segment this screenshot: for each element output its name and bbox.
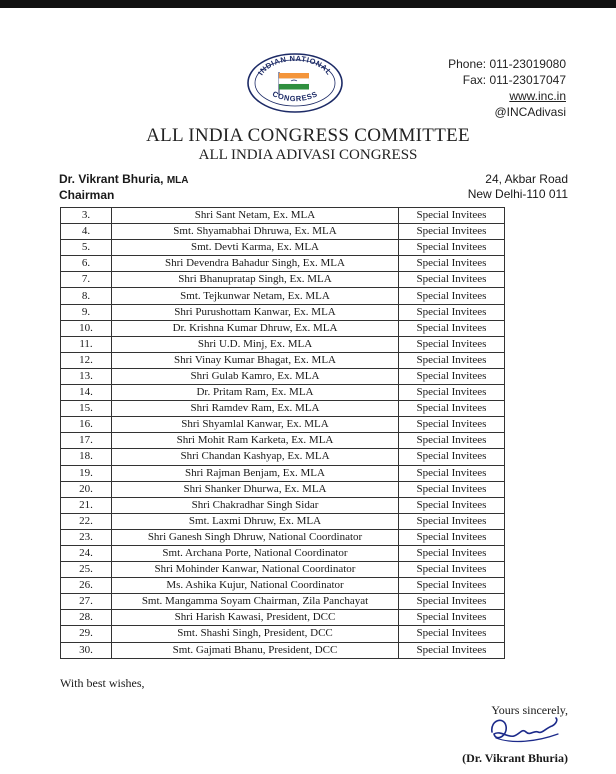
- invitee-role: Special Invitees: [399, 256, 505, 272]
- table-row: [61, 642, 505, 658]
- invitee-role: Special Invitees: [399, 272, 505, 288]
- invitee-role: Special Invitees: [399, 336, 505, 352]
- invitee-name: Shri U.D. Minj, Ex. MLA: [112, 336, 399, 352]
- table-row: [61, 465, 505, 481]
- sender-title: Chairman: [59, 188, 115, 202]
- invitee-role: Special Invitees: [399, 465, 505, 481]
- table-row: [61, 385, 505, 401]
- invitee-name: Shri Sant Netam, Ex. MLA: [112, 208, 399, 224]
- table-row: [61, 401, 505, 417]
- row-number: 4.: [61, 224, 112, 240]
- invitee-name: Shri Mohit Ram Karketa, Ex. MLA: [112, 433, 399, 449]
- row-number: 8.: [61, 288, 112, 304]
- row-number: 20.: [61, 481, 112, 497]
- table-row: [61, 320, 505, 336]
- org-title: ALL INDIA CONGRESS COMMITTEE: [146, 125, 470, 146]
- invitee-name: Shri Ramdev Ram, Ex. MLA: [112, 401, 399, 417]
- row-number: 19.: [61, 465, 112, 481]
- row-number: 30.: [61, 642, 112, 658]
- sender-name: Dr. Vikrant Bhuria,: [59, 172, 164, 186]
- table-row: [61, 336, 505, 352]
- table-row: [61, 352, 505, 368]
- invitee-role: Special Invitees: [399, 417, 505, 433]
- invitee-name: Dr. Krishna Kumar Dhruw, Ex. MLA: [112, 320, 399, 336]
- table-row: [61, 240, 505, 256]
- table-row: [61, 368, 505, 384]
- table-row: [61, 288, 505, 304]
- table-row: [61, 594, 505, 610]
- invitee-role: Special Invitees: [399, 626, 505, 642]
- invitee-name: Smt. Laxmi Dhruw, Ex. MLA: [112, 513, 399, 529]
- row-number: 10.: [61, 320, 112, 336]
- row-number: 27.: [61, 594, 112, 610]
- invitee-name: Smt. Mangamma Soyam Chairman, Zila Panchayat: [112, 594, 399, 610]
- table-row: [61, 449, 505, 465]
- closing-line: With best wishes,: [60, 676, 145, 690]
- contact-block: [448, 56, 566, 120]
- table-row: [61, 433, 505, 449]
- invitee-name: Smt. Gajmati Bhanu, President, DCC: [112, 642, 399, 658]
- invitee-name: Shri Shanker Dhurwa, Ex. MLA: [112, 481, 399, 497]
- invitee-name: Smt. Archana Porte, National Coordinator: [112, 545, 399, 561]
- row-number: 12.: [61, 352, 112, 368]
- sender-suffix: MLA: [166, 175, 189, 186]
- row-number: 24.: [61, 545, 112, 561]
- invitee-role: Special Invitees: [399, 401, 505, 417]
- row-number: 17.: [61, 433, 112, 449]
- invitee-role: Special Invitees: [399, 208, 505, 224]
- row-number: 15.: [61, 401, 112, 417]
- table-row: [61, 610, 505, 626]
- table-row: [61, 417, 505, 433]
- logo-bottom-text: CONGRESS: [271, 89, 320, 104]
- invitee-name: Shri Purushottam Kanwar, Ex. MLA: [112, 304, 399, 320]
- row-number: 13.: [61, 368, 112, 384]
- invitee-name: Shri Devendra Bahadur Singh, Ex. MLA: [112, 256, 399, 272]
- fax-number: Fax: 011-23017047: [462, 73, 566, 87]
- row-number: 9.: [61, 304, 112, 320]
- phone-number: Phone: 011-23019080: [448, 57, 566, 71]
- org-subtitle: ALL INDIA ADIVASI CONGRESS: [198, 147, 418, 163]
- row-number: 29.: [61, 626, 112, 642]
- invitee-name: Smt. Shyamabhai Dhruwa, Ex. MLA: [112, 224, 399, 240]
- table-row: [61, 481, 505, 497]
- invitee-role: Special Invitees: [399, 529, 505, 545]
- table-row: [61, 562, 505, 578]
- table-row: [61, 208, 505, 224]
- website-link[interactable]: www.inc.in: [509, 89, 566, 103]
- table-row: [61, 497, 505, 513]
- top-border: [0, 0, 616, 8]
- invitee-role: Special Invitees: [399, 497, 505, 513]
- signature: [486, 712, 562, 748]
- invitee-name: Shri Vinay Kumar Bhagat, Ex. MLA: [112, 352, 399, 368]
- row-number: 26.: [61, 578, 112, 594]
- row-number: 14.: [61, 385, 112, 401]
- table-row: [61, 256, 505, 272]
- row-number: 25.: [61, 562, 112, 578]
- invitee-role: Special Invitees: [399, 368, 505, 384]
- invitee-role: Special Invitees: [399, 545, 505, 561]
- row-number: 5.: [61, 240, 112, 256]
- row-number: 23.: [61, 529, 112, 545]
- invitee-name: Shri Mohinder Kanwar, National Coordinator: [112, 562, 399, 578]
- sender-block: [59, 172, 189, 203]
- table-row: [61, 578, 505, 594]
- invitee-name: Shri Rajman Benjam, Ex. MLA: [112, 465, 399, 481]
- invitee-name: Ms. Ashika Kujur, National Coordinator: [112, 578, 399, 594]
- address-block: [468, 172, 568, 202]
- row-number: 21.: [61, 497, 112, 513]
- row-number: 11.: [61, 336, 112, 352]
- invitee-name: Shri Shyamlal Kanwar, Ex. MLA: [112, 417, 399, 433]
- invitee-role: Special Invitees: [399, 240, 505, 256]
- invitee-name: Smt. Devti Karma, Ex. MLA: [112, 240, 399, 256]
- row-number: 22.: [61, 513, 112, 529]
- invitee-role: Special Invitees: [399, 481, 505, 497]
- signatory-name: (Dr. Vikrant Bhuria): [462, 751, 568, 765]
- address-line-2: New Delhi-110 011: [467, 187, 568, 201]
- invitee-role: Special Invitees: [399, 642, 505, 658]
- row-number: 7.: [61, 272, 112, 288]
- address-line-1: 24, Akbar Road: [485, 172, 568, 186]
- invitee-name: Smt. Tejkunwar Netam, Ex. MLA: [112, 288, 399, 304]
- congress-logo: [246, 52, 344, 114]
- invitee-role: Special Invitees: [399, 385, 505, 401]
- invitee-name: Smt. Shashi Singh, President, DCC: [112, 626, 399, 642]
- social-handle: @INCAdivasi: [494, 105, 566, 119]
- invitee-role: Special Invitees: [399, 433, 505, 449]
- invitee-role: Special Invitees: [399, 578, 505, 594]
- invitee-role: Special Invitees: [399, 513, 505, 529]
- table-row: [61, 545, 505, 561]
- row-number: 16.: [61, 417, 112, 433]
- invitee-name: Shri Chandan Kashyap, Ex. MLA: [112, 449, 399, 465]
- invitee-role: Special Invitees: [399, 610, 505, 626]
- logo-top-text: INDIAN NATIONAL: [256, 53, 334, 77]
- table-row: [61, 224, 505, 240]
- row-number: 3.: [61, 208, 112, 224]
- row-number: 28.: [61, 610, 112, 626]
- invitee-role: Special Invitees: [399, 304, 505, 320]
- table-row: [61, 272, 505, 288]
- invitee-role: Special Invitees: [399, 320, 505, 336]
- yours-sincerely: Yours sincerely,: [491, 703, 568, 717]
- invitee-name: Shri Gulab Kamro, Ex. MLA: [112, 368, 399, 384]
- invitee-role: Special Invitees: [399, 288, 505, 304]
- table-row: [61, 529, 505, 545]
- table-row: [61, 513, 505, 529]
- invitee-name: Dr. Pritam Ram, Ex. MLA: [112, 385, 399, 401]
- invitee-role: Special Invitees: [399, 224, 505, 240]
- invitee-role: Special Invitees: [399, 594, 505, 610]
- invitee-role: Special Invitees: [399, 449, 505, 465]
- table-row: [61, 626, 505, 642]
- row-number: 18.: [61, 449, 112, 465]
- invitee-role: Special Invitees: [399, 562, 505, 578]
- table-row: [61, 304, 505, 320]
- invitee-name: Shri Chakradhar Singh Sidar: [112, 497, 399, 513]
- invitee-name: Shri Ganesh Singh Dhruw, National Coordinator: [112, 529, 399, 545]
- invitees-table: [60, 207, 505, 659]
- row-number: 6.: [61, 256, 112, 272]
- invitee-role: Special Invitees: [399, 352, 505, 368]
- invitee-name: Shri Bhanupratap Singh, Ex. MLA: [112, 272, 399, 288]
- invitee-name: Shri Harish Kawasi, President, DCC: [112, 610, 399, 626]
